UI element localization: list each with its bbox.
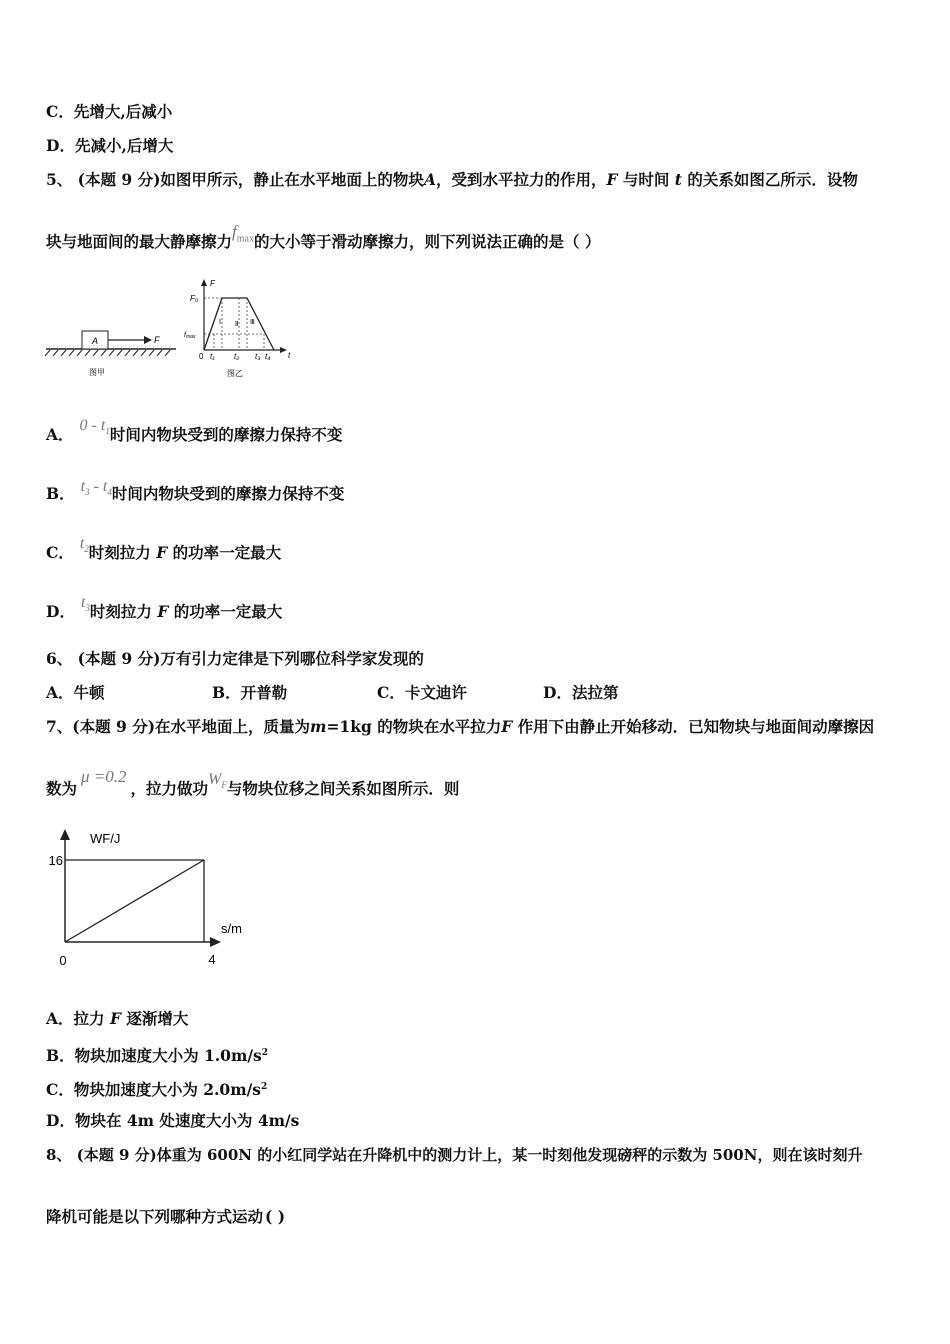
q5-option-b-math: $t_3 - t_4$: [80, 478, 112, 498]
q6-stem: 6、 (本题 9 分)万有引力定律是下列哪位科学家发现的: [46, 649, 424, 668]
block-a-label: A: [92, 336, 99, 346]
label-fmax: fmax: [184, 332, 196, 340]
q7-option-a: A．拉力 F 逐渐增大: [46, 1009, 189, 1028]
q4-option-c: C．先增大,后减小: [46, 102, 173, 121]
mu-expr: μ =0.2: [81, 767, 127, 786]
q5-option-d-math: $t_3$: [80, 594, 90, 614]
q5-option-a: A． $0 - t_1$时间内物块受到的摩擦力保持不变: [46, 417, 343, 444]
label-F0: F₀: [190, 294, 199, 303]
label-origin: 0: [199, 352, 204, 361]
tick-t4: t₄: [265, 352, 271, 361]
q5-option-b: B． $t_3 - t_4$时间内物块受到的摩擦力保持不变: [46, 478, 345, 503]
q8-stem-line2: 降机可能是以下列哪种方式运动 ( ): [46, 1207, 286, 1226]
caption-yi: 图乙: [227, 369, 243, 378]
region-3: Ⅲ: [250, 319, 255, 326]
q6-option-d: D．法拉第: [543, 683, 619, 702]
y-axis-label: WF/J: [90, 831, 121, 846]
q7-chart: [44, 826, 264, 972]
q8-paren: ( ): [265, 1207, 286, 1226]
q7-option-d: D．物块在 4m 处速度大小为 4m/s: [46, 1111, 300, 1130]
y-axis-arrow-icon: [60, 829, 70, 840]
q7-stem-line1: 7、(本题 9 分)在水平地面上，质量为m=1kg 的物块在水平拉力F 作用下由静止开始移动．已知物块与地面间动摩擦因: [46, 717, 875, 736]
series-line: [65, 860, 204, 942]
q5-stem-line1: 5、 (本题 9 分)如图甲所示，静止在水平地面上的物块A，受到水平拉力的作用，F 与时间 t 的关系如图乙所示．设物: [46, 170, 858, 189]
q4-option-d: D．先减小,后增大: [46, 136, 174, 155]
wf-symbol: $W_F$: [208, 771, 227, 791]
q7-stem-line2: 数为μ =0.2，拉力做功$W_F$与物块位移之间关系如图所示．则: [46, 767, 460, 798]
y-tick-label: 16: [48, 853, 63, 868]
q5-stem-line2: 块与地面间的最大静摩擦力$f_{max}$的大小等于滑动摩擦力，则下列说法正确的是（ ）: [46, 222, 601, 251]
fmax-symbol: $f_{max}$: [232, 222, 254, 245]
q5-option-d: D． $t_3$时刻拉力 F 的功率一定最大: [46, 594, 283, 621]
tick-t1: t₁: [210, 352, 215, 361]
caption-jia: 图甲: [89, 368, 105, 377]
force-label: F: [154, 335, 160, 345]
region-2: Ⅱ: [235, 321, 239, 328]
tick-t3: t₃: [255, 352, 261, 361]
axis-t: t: [288, 351, 291, 360]
force-arrow-icon: [144, 336, 152, 344]
region-1: Ⅰ: [219, 319, 222, 326]
figure-jia: [45, 331, 176, 377]
q7-option-b: B．物块加速度大小为 $1.0m/s^2$: [46, 1046, 269, 1066]
q5-figure: [44, 276, 304, 384]
figure-yi: [184, 279, 291, 378]
x-axis-label: s/m: [221, 921, 242, 936]
q5-option-c-math: $t_2$: [79, 535, 89, 555]
q6-option-b: B．开普勒: [212, 683, 288, 702]
x-axis-arrow-icon: [210, 937, 221, 947]
x-tick-label-4: 4: [208, 952, 216, 967]
axis-F: F: [210, 279, 215, 288]
q8-stem-line1: 8、 (本题 9 分)体重为 600N 的小红同学站在升降机中的测力计上，某一时刻他发现磅秤的示数为 500N，则在该时刻升: [46, 1146, 863, 1164]
q5-option-c: C． $t_2$时刻拉力 F 的功率一定最大: [46, 535, 282, 562]
q6-option-c: C．卡文迪许: [377, 683, 467, 702]
q7-option-c: C．物块加速度大小为 $2.0m/s^2$: [46, 1080, 268, 1100]
q5-option-a-math: $0 - t_1$: [79, 417, 110, 437]
tick-t2: t₂: [234, 352, 240, 361]
q6-option-a: A．牛顿: [46, 683, 105, 702]
x-tick-label-0: 0: [59, 953, 67, 968]
